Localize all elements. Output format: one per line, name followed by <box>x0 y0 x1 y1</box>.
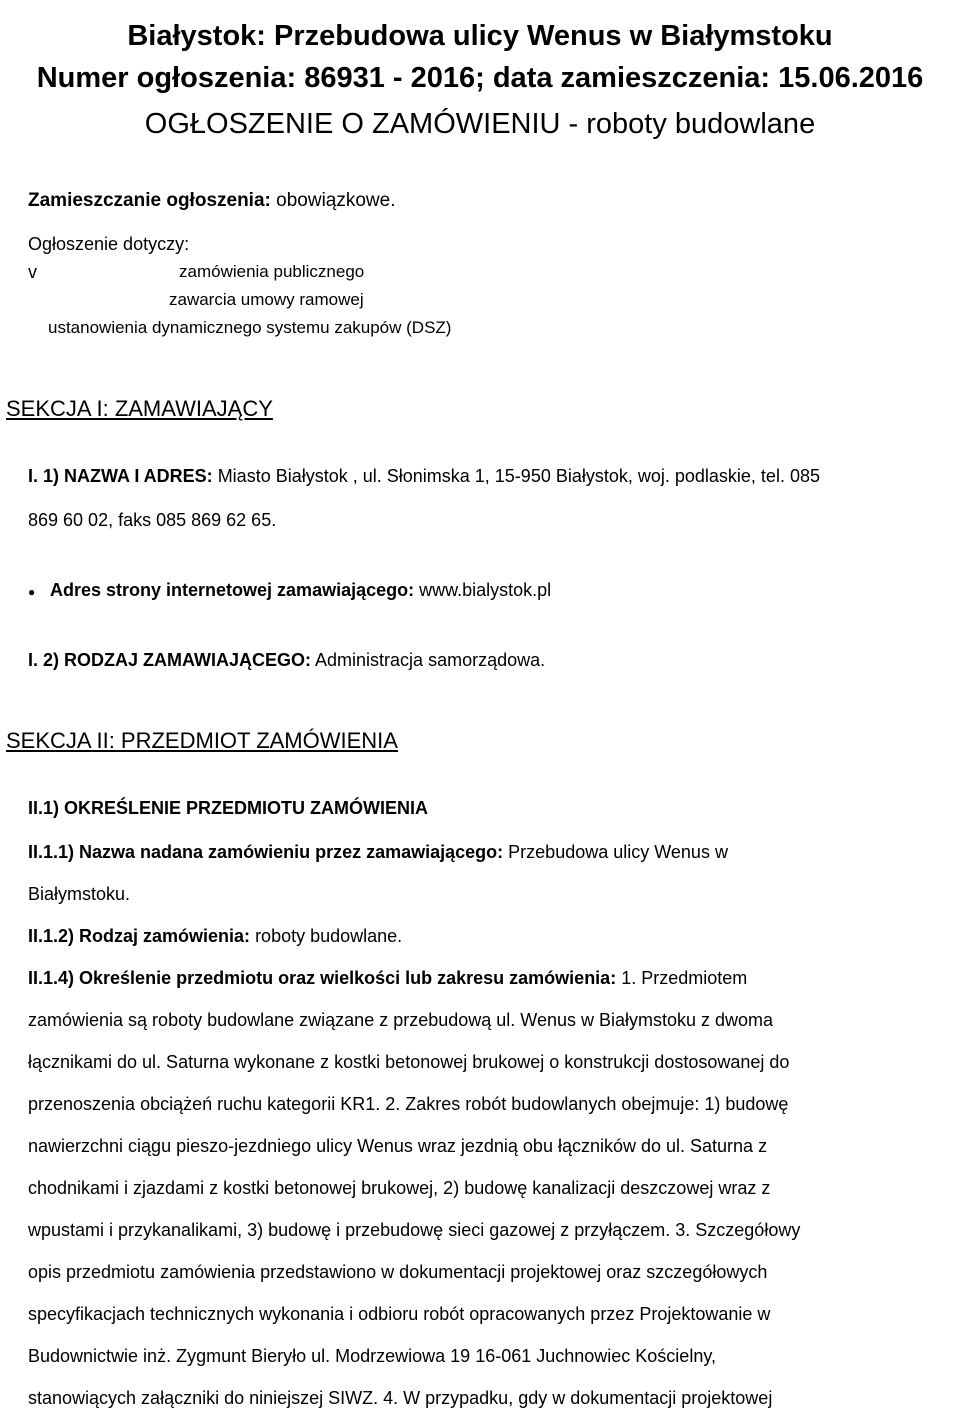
website-line <box>50 580 551 601</box>
subject-definition-heading <box>28 798 428 819</box>
section-2-heading: SEKCJA II: PRZEDMIOT ZAMÓWIENIA <box>6 728 398 753</box>
announcement-number: Numer ogłoszenia: 86931 - 2016; data zamieszczenia: 15.06.2016 <box>36 62 924 94</box>
concerns-checkmark: v <box>28 262 37 282</box>
scope-text-line: przenoszenia obciążeń ruchu kategorii KR1. 2. Zakres robót budowlanych obejmuje: 1) budowę <box>28 1094 789 1114</box>
order-scope-line <box>28 968 747 989</box>
bullet-icon: ● <box>28 585 36 599</box>
publication-label: Zamieszczanie ogłoszenia: <box>28 190 271 211</box>
website-label: Adres strony internetowej zamawiającego: <box>50 580 415 600</box>
publication-value: obowiązkowe. <box>276 190 396 211</box>
order-kind-value: roboty budowlane. <box>255 926 403 946</box>
authority-type-value: Administracja samorządowa. <box>315 650 546 670</box>
order-scope-first: 1. Przedmiotem <box>621 968 748 988</box>
contracting-authority-name <box>28 466 820 487</box>
order-name-line <box>28 842 728 863</box>
subject-definition-text: II.1) OKREŚLENIE PRZEDMIOTU ZAMÓWIENIA <box>28 798 429 818</box>
publication-line <box>28 190 395 212</box>
order-kind-line <box>28 926 402 947</box>
scope-text-line: nawierzchni ciągu pieszo-jezdniego ulicy Wenus wraz jezdnią obu łączników do ul. Saturna z <box>28 1136 768 1156</box>
authority-type-line <box>28 650 545 671</box>
scope-text-line: chodnikami i zjazdami z kostki betonowej brukowej, 2) budowę kanalizacji deszczowej wraz z <box>28 1178 771 1198</box>
scope-text-line: zamówienia są roboty budowlane związane z przebudową ul. Wenus w Białymstoku z dwoma <box>28 1010 774 1030</box>
name-address-label: I. 1) NAZWA I ADRES: <box>28 466 213 486</box>
concerns-label: Ogłoszenie dotyczy: <box>28 234 190 254</box>
order-kind-label: II.1.2) Rodzaj zamówienia: <box>28 926 251 946</box>
scope-text-line: opis przedmiotu zamówienia przedstawiono w dokumentacji projektowej oraz szczegółowych <box>28 1262 768 1282</box>
concerns-option-2: zawarcia umowy ramowej <box>169 290 364 309</box>
order-scope-label: II.1.4) Określenie przedmiotu oraz wielkości lub zakresu zamówienia: <box>28 968 617 988</box>
scope-text-line: stanowiących załączniki do niniejszej SIWZ. 4. W przypadku, gdy w dokumentacji projektowej <box>28 1388 773 1408</box>
scope-text-line: specyfikacjach technicznych wykonania i odbioru robót opracowanych przez Projektowanie w <box>28 1304 771 1324</box>
concerns-option-1: zamówienia publicznego <box>179 262 365 281</box>
order-name-value: Przebudowa ulicy Wenus w <box>508 842 728 862</box>
concerns-option-3: ustanowienia dynamicznego systemu zakupów (DSZ) <box>48 318 452 337</box>
order-name-continuation: Białymstoku. <box>28 884 131 904</box>
scope-text-line: łącznikami do ul. Saturna wykonane z kostki betonowej brukowej o konstrukcji dostosowanej do <box>28 1052 790 1072</box>
authority-type-label: I. 2) RODZAJ ZAMAWIAJĄCEGO: <box>28 650 312 670</box>
website-value: www.bialystok.pl <box>419 580 552 600</box>
order-name-label: II.1.1) Nazwa nadana zamówieniu przez zamawiającego: <box>28 842 504 862</box>
scope-text-line: wpustami i przykanalikami, 3) budowę i przebudowę sieci gazowej z przyłączem. 3. Szczegółowy <box>28 1220 801 1240</box>
section-1-heading: SEKCJA I: ZAMAWIAJĄCY <box>6 396 273 421</box>
scope-text-line: Budownictwie inż. Zygmunt Bieryło ul. Modrzewiowa 19 16-061 Juchnowiec Kościelny, <box>28 1346 716 1366</box>
contracting-authority-contact: 869 60 02, faks 085 869 62 65. <box>28 510 277 530</box>
name-address-value: Miasto Białystok , ul. Słonimska 1, 15-950 Białystok, woj. podlaskie, tel. 085 <box>217 466 820 486</box>
document-title: Białystok: Przebudowa ulicy Wenus w Białymstoku <box>127 20 833 52</box>
announcement-type: OGŁOSZENIE O ZAMÓWIENIU - roboty budowlane <box>144 108 816 140</box>
